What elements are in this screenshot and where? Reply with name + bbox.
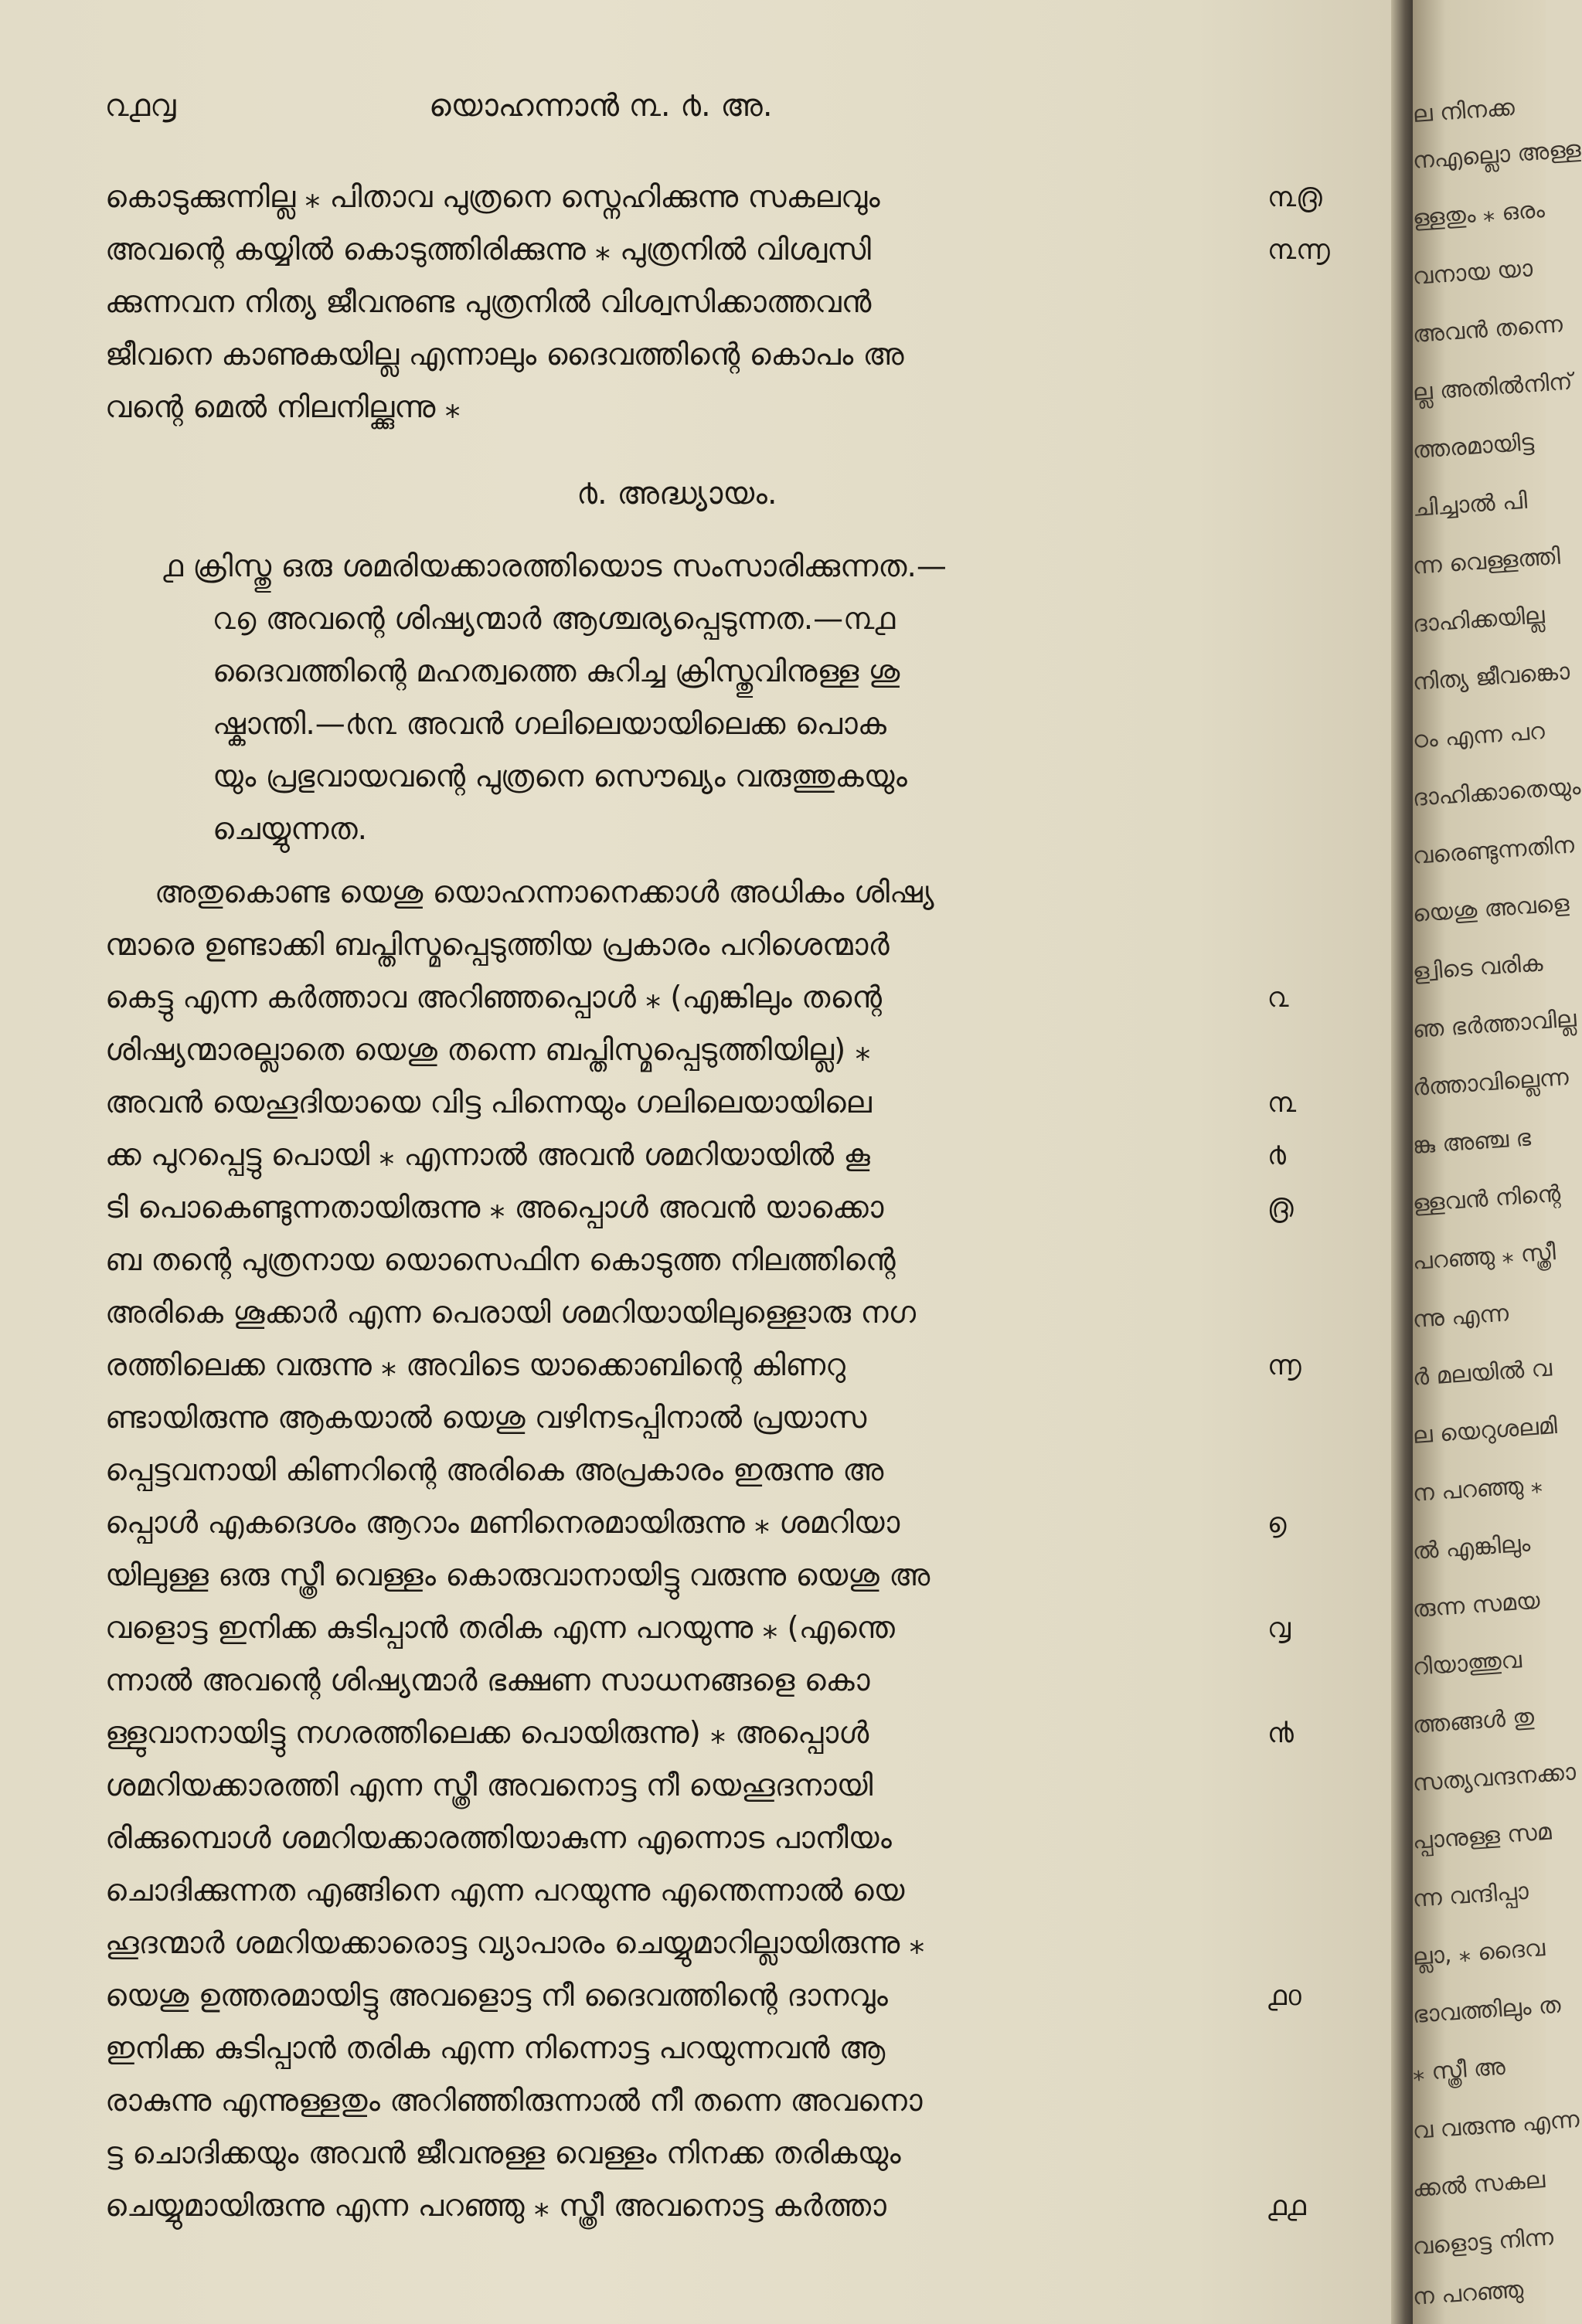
facing-page-fragment: ഞ ഭർത്താവില്ല (1411, 1005, 1577, 1044)
book-gutter (1391, 0, 1414, 2324)
facing-page-fragment: വരെണ്ടുന്നതിന (1411, 831, 1576, 870)
verse-number: ൬ (1267, 1350, 1301, 1381)
summary-line: ൨൭ അവന്റെ ശിഷ്യന്മാർ ആശ്ചര്യപ്പെടുന്നത.—൩൧ (213, 602, 896, 637)
chapter-text-line: വളൊട്ട ഇനിക്ക കുടിപ്പാൻ തരിക എന്ന പറയുന്നു ⁎ (എന്തെ (105, 1611, 895, 1646)
text-line: അവന്റെ കയ്യിൽ കൊടുത്തിരിക്കുന്നു ⁎ പുത്രനിൽ വിശ്വസി (105, 233, 872, 267)
chapter-text-line: ക്ക പുറപ്പെട്ടു പൊയി ⁎ എന്നാൽ അവൻ ശമറിയായിൽ കൂ (105, 1138, 870, 1173)
text-line: വന്റെ മെൽ നിലനില്ക്കുന്നു ⁎ (105, 390, 461, 425)
verse-number: ൧൦ (1267, 1980, 1301, 2012)
facing-page-fragment: ന്ന വെള്ളത്തി (1411, 542, 1561, 580)
verse-number: ൫ (1267, 1192, 1294, 1224)
text-line: ക്കുന്നവന നിത്യ ജീവനുണ്ട പുത്രനിൽ വിശ്വസിക്കാത്തവൻ (105, 285, 872, 320)
verse-number: ൭ (1267, 1507, 1287, 1539)
verse-number: ൮ (1267, 1612, 1291, 1644)
chapter-text-line: ള്ളുവാനായിട്ടു നഗരത്തിലെക്ക പൊയിരുന്നു) ⁎ അപ്പൊൾ (105, 1716, 869, 1751)
facing-page-fragment: ള്വിടെ വരിക (1411, 950, 1544, 986)
chapter-heading: ൪. അദ്ധ്യായം. (577, 476, 777, 511)
facing-page-fragment: ല്ലാ, ⁎ ദൈവ (1411, 1935, 1546, 1971)
facing-page-fragment: അവൻ തന്നെ (1411, 311, 1564, 348)
chapter-text-line: അവൻ യെഹൂദിയായെ വിട്ട പിന്നെയും ഗലിലെയായിലെ (105, 1086, 872, 1120)
verse-number: ൪ (1267, 1140, 1286, 1171)
facing-page-fragment: ർ മലയിൽ വ (1411, 1354, 1553, 1391)
chapter-text-line: ടി പൊകെണ്ടുന്നതായിരുന്നു ⁎ അപ്പൊൾ അവൻ യാക്കൊ (105, 1191, 884, 1225)
verse-number: ൩൬ (1267, 234, 1330, 266)
facing-page-fragment: നഎല്ലൊ അള്ള (1411, 135, 1582, 175)
chapter-text-line: യെശു ഉത്തരമായിട്ടു അവളൊട്ട നീ ദൈവത്തിന്റെ ദാനവും (105, 1979, 888, 2013)
facing-page-fragment: വളൊട്ട നിന്ന (1411, 2224, 1555, 2261)
page-number: ൨൧൮ (105, 88, 176, 124)
chapter-text-line: ന്നാൽ അവന്റെ ശിഷ്യന്മാർ ഭക്ഷണ സാധനങ്ങളെ കൊ (105, 1663, 870, 1698)
verse-number: ൩ (1267, 1087, 1297, 1119)
verse-number: ൨ (1267, 982, 1289, 1014)
chapter-text-line: രാകുന്നു എന്നുള്ളതും അറിഞ്ഞിരുന്നാൽ നീ തന്നെ അവനൊ (105, 2084, 923, 2118)
chapter-text-line: ഇനിക്ക കുടിപ്പാൻ തരിക എന്ന നിന്നൊട്ട പറയുന്നവൻ ആ (105, 2031, 886, 2066)
facing-page-fragment: റിയാത്തുവ (1411, 1646, 1522, 1681)
chapter-text-line: ശമറിയക്കാരത്തി എന്ന സ്ത്രീ അവനൊട്ട നീ യെഹൂദനായി (105, 1768, 873, 1803)
chapter-text-line: ണ്ടായിരുന്നു ആകയാൽ യെശു വഴിനടപ്പിനാൽ പ്രയാസ (105, 1401, 867, 1436)
chapter-text-line: രത്തിലെക്ക വരുന്നു ⁎ അവിടെ യാക്കൊബിന്റെ കിണറു (105, 1348, 845, 1383)
verse-number: ൩൫ (1267, 182, 1322, 213)
summary-line: ഷ്കാന്തി.—൪൩ അവൻ ഗലിലെയായിലെക്ക പൊക (213, 707, 886, 742)
chapter-text-line: കെട്ടു എന്ന കർത്താവ അറിഞ്ഞപ്പൊൾ ⁎ (എങ്കിലും തന്റെ (105, 980, 882, 1015)
facing-page-fragment: ള്ളവൻ നിന്റെ (1411, 1180, 1562, 1218)
facing-page-fragment: നിത്യ ജീവങ്കൊ (1411, 657, 1571, 696)
facing-page-fragment: ത്തരമായിട്ട (1411, 429, 1536, 464)
chapter-text-line: ട്ട ചൊദിക്കയും അവൻ ജീവനുള്ള വെള്ളം നിനക്ക തരികയും (105, 2136, 901, 2171)
facing-page-fragment: ചിച്ചാൽ പി (1411, 487, 1529, 522)
facing-page-fragment: വ വരുന്നു എന്ന (1411, 2105, 1580, 2145)
facing-page-fragment: ല നിനക്ക (1411, 93, 1516, 128)
facing-page-fragment: ന്നു എന്ന (1411, 1300, 1510, 1334)
facing-page-fragment: ങ്കു അഞ്ച ഭ (1411, 1124, 1533, 1160)
facing-page-fragment: യെശു അവളെ (1411, 889, 1570, 928)
facing-page-fragment: പ്പാനുള്ള സമ (1411, 1818, 1553, 1855)
summary-line: യും പ്രഭുവായവന്റെ പുത്രനെ സൌഖ്യം വരുത്തുകയും (213, 759, 907, 794)
chapter-text-line: ന്മാരെ ഉണ്ടാക്കി ബപ്തിസ്മപ്പെടുത്തിയ പ്രകാരം പറിശെന്മാർ (105, 928, 890, 963)
facing-page-fragment: സത്യവന്ദനക്കാ (1411, 1758, 1577, 1797)
verse-number: ൧൧ (1267, 2190, 1306, 2222)
facing-page-fragment: ന്ന വന്ദിപ്പാ (1411, 1877, 1529, 1913)
chapter-text-line: പ്പൊൾ എകദെശം ആറാം മണിനെരമായിരുന്നു ⁎ ശമറിയാ (105, 1506, 900, 1541)
text-line: കൊടുക്കുന്നില്ല ⁎ പിതാവ പുത്രനെ സ്നെഹിക്കുന്നു സകലവും (105, 180, 880, 215)
summary-line: ൧ ക്രിസ്തു ഒരു ശമരിയക്കാരത്തിയൊട സംസാരിക്കുന്നത.— (162, 549, 947, 584)
chapter-text-line: ശിഷ്യന്മാരല്ലാതെ യെശു തന്നെ ബപ്തിസ്മപ്പെടുത്തിയില്ല) ⁎ (105, 1033, 871, 1068)
chapter-text-line: ചൊദിക്കുന്നത എങ്ങിനെ എന്ന പറയുന്നു എന്തെന്നാൽ യെ (105, 1874, 905, 1908)
facing-page-fragment: ള്ളതും ⁎ ഒരം (1411, 196, 1546, 233)
facing-page-fragment: വനായ യാ (1411, 255, 1534, 290)
verse-number: ൯ (1267, 1718, 1294, 1749)
facing-page-fragment: ദാഹിക്കാതെയും (1411, 773, 1582, 812)
facing-page-fragment: ക്കൽ സകല (1411, 2166, 1546, 2203)
facing-page-fragment: ല യെറുശലമി (1411, 1412, 1558, 1449)
summary-line: ചെയ്യുന്നത. (213, 812, 368, 847)
summary-line: ദൈവത്തിന്റെ മഹത്വത്തെ കുറിച്ച ക്രിസ്തുവിനുള്ള ശു (213, 654, 900, 689)
facing-page-fragment: ദാഹിക്കയില്ല (1411, 602, 1546, 638)
chapter-text-line: യിലുള്ള ഒരു സ്ത്രീ വെള്ളം കൊരുവാനായിട്ടു വരുന്നു യെശു അ (105, 1558, 930, 1593)
chapter-text-line: ഹൂദന്മാർ ശമറിയക്കാരൊട്ട വ്യാപാരം ചെയ്യുമാറില്ലായിരുന്നു ⁎ (105, 1926, 925, 1961)
facing-page-fragment: ന പറഞ്ഞു (1411, 2276, 1525, 2311)
facing-page-fragment: ഠം എന്ന പറ (1411, 718, 1546, 754)
facing-page-fragment: ⁎ സ്ത്രീ അ (1411, 2053, 1506, 2087)
facing-page-fragment: ന പറഞ്ഞു ⁎ (1411, 1471, 1543, 1507)
chapter-text-line: പ്പെട്ടവനായി കിണറിന്റെ അരികെ അപ്രകാരം ഇരുന്നു അ (105, 1453, 884, 1488)
facing-page-fragment: ത്തങ്ങൾ തു (1411, 1704, 1536, 1739)
facing-page-fragment: ഭാവത്തിലും ത (1411, 1991, 1562, 2029)
facing-page-fragment: രുന്ന സമയ (1411, 1587, 1541, 1623)
running-title: യൊഹന്നാൻ ൩. ൪. അ. (429, 88, 773, 124)
facing-page-fragment: പറഞ്ഞു ⁎ സ്ത്രീ (1411, 1238, 1556, 1276)
chapter-text-line: രിക്കുമ്പൊൾ ശമറിയക്കാരത്തിയാകുന്ന എന്നൊട പാനീയം (105, 1821, 892, 1856)
facing-page-fragment: ൽ എങ്കിലും (1411, 1530, 1532, 1565)
chapter-text-line: ചെയ്യുമായിരുന്നു എന്ന പറഞ്ഞു ⁎ സ്ത്രീ അവനൊട്ട കർത്താ (105, 2189, 886, 2224)
chapter-text-line: അതുകൊണ്ട യെശു യൊഹന്നാനെക്കാൾ അധികം ശിഷ്യ (155, 875, 934, 910)
chapter-text-line: ബ തന്റെ പുത്രനായ യൊസെഫിന കൊടുത്ത നിലത്തിന്റെ (105, 1243, 896, 1278)
facing-page-fragment: ർത്താവില്ലെന്ന (1411, 1063, 1570, 1102)
chapter-text-line: അരികെ ശൂക്കാർ എന്ന പെരായി ശമറിയായിലുള്ളൊരു നഗ (105, 1296, 917, 1330)
text-line: ജീവനെ കാണുകയില്ല എന്നാലും ദൈവത്തിന്റെ കൊപം അ (105, 338, 904, 372)
facing-page (1411, 0, 1582, 2324)
facing-page-fragment: ല്ല അതിൽനിന് (1411, 368, 1573, 406)
